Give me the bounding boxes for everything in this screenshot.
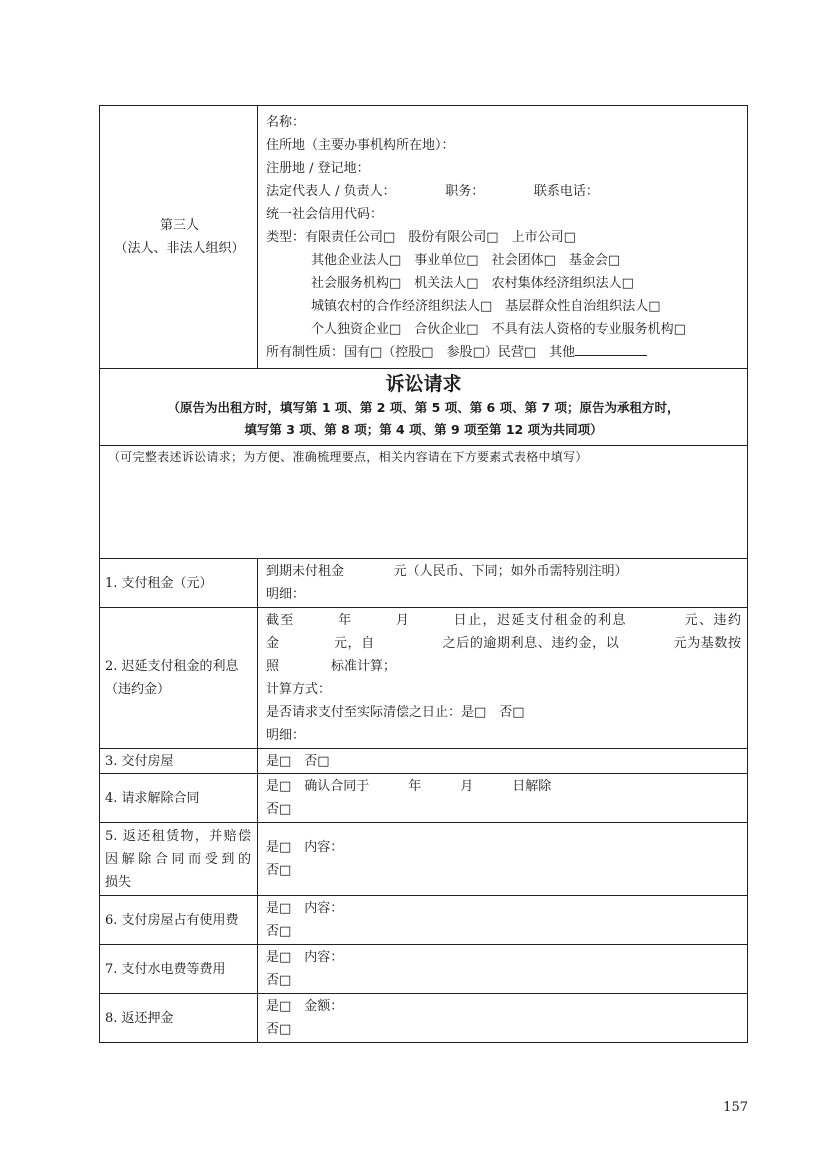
claims-subtitle-line2: 填写第 3 项、第 8 项；第 4 项、第 9 项至第 12 项为共同项） — [244, 422, 603, 437]
ownership-field[interactable] — [266, 341, 741, 364]
credit-code-field[interactable]: 统一社会信用代码： — [266, 206, 384, 222]
claim-content — [258, 608, 748, 749]
registration-field[interactable]: 注册地 / 登记地： — [266, 160, 370, 176]
claim-content — [258, 559, 748, 608]
return-yes[interactable]: 是□ 内容： — [266, 840, 344, 855]
third-party-label-cell — [100, 106, 258, 369]
claim-label-line: （违约金） — [105, 682, 171, 697]
claim-content — [258, 749, 748, 774]
claim-label: 1. 支付租金（元） — [100, 559, 258, 608]
claims-subtitle-line1: （原告为出租方时，填写第 1 项、第 2 项、第 5 项、第 6 项、第 7 项；原告为承租方时， — [167, 400, 680, 415]
standard-field[interactable]: 照 标准计算； — [266, 659, 397, 674]
representative-field[interactable]: 法定代表人 / 负责人： 职务： 联系电话： — [266, 183, 599, 199]
ownership-other-blank[interactable] — [575, 341, 647, 356]
address-field[interactable]: 住所地（主要办事机构所在地）： — [266, 137, 455, 153]
deposit-yes[interactable]: 是□ 金额： — [266, 999, 344, 1014]
claim-content — [258, 896, 748, 945]
claim-label-line: 2. 迟延支付租金的利息 — [105, 659, 239, 674]
return-no[interactable]: 否□ — [266, 863, 292, 878]
utilities-yes[interactable]: 是□ 内容： — [266, 950, 344, 965]
deliver-choice[interactable]: 是□ 否□ — [266, 753, 330, 769]
interest-detail-field[interactable]: 明细： — [266, 728, 306, 743]
claims-note-row — [100, 446, 748, 559]
ownership-text: 所有制性质：国有□（控股□ 参股□）民营□ 其他 — [266, 344, 576, 360]
claim-label — [100, 608, 258, 749]
claim-content — [258, 823, 748, 896]
claim-row-return — [100, 823, 748, 896]
third-party-fields-cell — [258, 106, 748, 369]
interest-date-field[interactable]: 截至 年 月 日止，迟延支付租金的利息 元、违约 — [266, 613, 741, 628]
claim-row-rent — [100, 559, 748, 608]
claims-heading-cell — [100, 369, 748, 446]
claim-label-line: 5. 返还租赁物，并赔偿 — [105, 828, 251, 844]
type-field[interactable]: 类型：有限责任公司□ 股份有限公司□ 上市公司□ — [266, 229, 576, 245]
claim-label: 8. 返还押金 — [100, 994, 258, 1043]
occupancy-no[interactable]: 否□ — [266, 924, 292, 939]
claims-note: （可完整表述诉讼请求；为方便、准确梳理要点，相关内容请在下方要素式表格中填写） — [108, 450, 588, 464]
third-party-label-sub: （法人、非法人组织） — [114, 241, 245, 256]
until-paid-choice[interactable]: 是否请求支付至实际清偿之日止：是□ 否□ — [266, 705, 525, 720]
type-options-line[interactable]: 其他企业法人□ 事业单位□ 社会团体□ 基金会□ — [311, 252, 621, 268]
claim-label: 6. 支付房屋占有使用费 — [100, 896, 258, 945]
claim-label: 4. 请求解除合同 — [100, 774, 258, 823]
terminate-yes[interactable]: 是□ 确认合同于 年 月 日解除 — [266, 779, 552, 794]
type-options-line[interactable]: 城镇农村的合作经济组织法人□ 基层群众性自治组织法人□ — [311, 298, 661, 314]
claim-row-utilities — [100, 945, 748, 994]
third-party-label: 第三人 — [159, 218, 199, 233]
occupancy-yes[interactable]: 是□ 内容： — [266, 901, 344, 916]
claim-row-deliver — [100, 749, 748, 774]
deposit-no[interactable]: 否□ — [266, 1022, 292, 1037]
claim-label-line: 损失 — [105, 874, 132, 890]
claim-label: 3. 交付房屋 — [100, 749, 258, 774]
rent-detail-field[interactable]: 明细： — [266, 587, 306, 602]
name-field[interactable]: 名称： — [266, 114, 306, 130]
terminate-no[interactable]: 否□ — [266, 802, 292, 817]
type-options-line[interactable]: 个人独资企业□ 合伙企业□ 不具有法人资格的专业服务机构□ — [311, 321, 686, 337]
claims-heading-row — [100, 369, 748, 446]
third-party-row — [100, 106, 748, 369]
calc-method-field[interactable]: 计算方式： — [266, 682, 332, 697]
utilities-no[interactable]: 否□ — [266, 973, 292, 988]
claim-label: 7. 支付水电费等费用 — [100, 945, 258, 994]
claim-row-terminate — [100, 774, 748, 823]
claim-content — [258, 994, 748, 1043]
claim-row-interest — [100, 608, 748, 749]
type-options-line[interactable]: 社会服务机构□ 机关法人□ 农村集体经济组织法人□ — [311, 275, 634, 291]
claim-row-occupancy-fee — [100, 896, 748, 945]
claims-free-text-area[interactable] — [100, 446, 748, 559]
complaint-form-table — [99, 105, 748, 1043]
claims-title: 诉讼请求 — [385, 373, 462, 395]
claim-content — [258, 774, 748, 823]
penalty-field[interactable]: 金 元，自 之后的逾期利息、违约金，以 元为基数按 — [266, 636, 741, 651]
claim-content — [258, 945, 748, 994]
claim-row-deposit — [100, 994, 748, 1043]
page-number: 157 — [723, 1100, 748, 1115]
unpaid-rent-field[interactable]: 到期未付租金 元（人民币、下同；如外币需特别注明） — [266, 564, 628, 579]
claim-label-line: 因解除合同而受到的 — [105, 851, 251, 867]
claim-label — [100, 823, 258, 896]
